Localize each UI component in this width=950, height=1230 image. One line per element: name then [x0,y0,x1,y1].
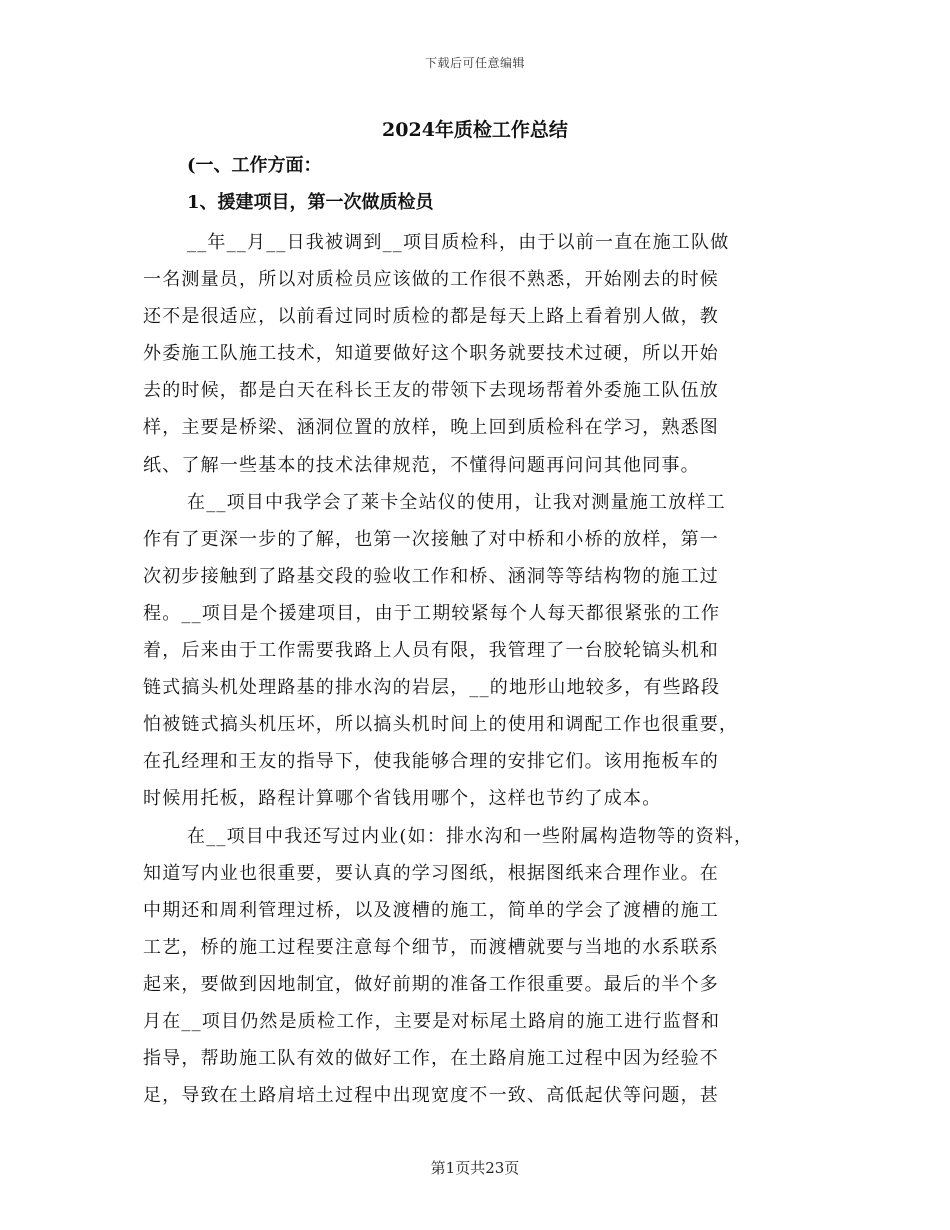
paragraph-line: 程。__项目是个援建项目，由于工期较紧每个人每天都很紧张的工作 [143,602,721,624]
subsection-heading: 1、援建项目，第一次做质检员 [187,192,434,213]
paragraph-line: 去的时候，都是白天在科长王友的带领下去现场帮着外委施工队伍放 [143,380,719,402]
paragraph-line: 怕被链式搞头机压坏，所以搞头机时间上的使用和调配工作也很重要， [143,714,739,736]
paragraph-line: 在孔经理和王友的指导下，使我能够合理的安排它们。该用拖板车的 [143,751,719,773]
paragraph-line: 足，导致在土路肩培土过程中出现宽度不一致、高低起伏等问题，甚 [143,1085,719,1107]
paragraph-line: 链式搞头机处理路基的排水沟的岩层，__的地形山地较多，有些路段 [143,677,721,699]
paragraph-line: 月在__项目仍然是质检工作，主要是对标尾土路肩的施工进行监督和 [143,1010,721,1032]
paragraph-line: 一名测量员，所以对质检员应该做的工作很不熟悉，开始刚去的时候 [143,269,719,291]
paragraph-line: 着，后来由于工作需要我路上人员有限，我管理了一台胶轮镐头机和 [143,640,719,662]
section-heading: (一、工作方面： [187,155,322,176]
paragraph-line: 次初步接触到了路基交段的验收工作和桥、涵洞等等结构物的施工过 [143,565,719,587]
paragraph-line: __年__月__日我被调到__项目质检科，由于以前一直在施工队做 [187,232,730,253]
paragraph-line: 纸、了解一些基本的技术法律规范，不懂得问题再问问其他同事。 [143,454,700,476]
paragraph-line: 在__项目中我还写过内业(如：排水沟和一些附属构造物等的资料， [187,825,754,847]
paragraph-line: 中期还和周利管理过桥，以及渡槽的施工，简单的学会了渡槽的施工 [143,899,719,921]
body-text [143,224,803,1114]
page-header: 下载后可任意编辑 [424,56,525,70]
paragraph-line: 指导，帮助施工队有效的做好工作，在土路肩施工过程中因为经验不 [143,1048,719,1070]
paragraph-line: 起来，要做到因地制宜，做好前期的准备工作很重要。最后的半个多 [143,973,719,995]
paragraph-line: 时候用托板，路程计算哪个省钱用哪个，这样也节约了成本。 [143,788,662,810]
paragraph-line: 工艺，桥的施工过程要注意每个细节，而渡槽就要与当地的水系联系 [143,936,719,958]
page-number: 第1页共23页 [430,1159,520,1177]
paragraph-line: 还不是很适应，以前看过同时质检的都是每天上路上看着别人做，教 [143,306,719,328]
paragraph-line: 外委施工队施工技术，知道要做好这个职务就要技术过硬，所以开始 [143,343,719,365]
paragraph-line: 样，主要是桥梁、涵洞位置的放样，晚上回到质检科在学习，熟悉图 [143,417,719,439]
paragraph-line: 作有了更深一步的了解，也第一次接触了对中桥和小桥的放样，第一 [143,528,719,550]
document-title: 2024年质检工作总结 [382,119,568,141]
paragraph-line: 知道写内业也很重要，要认真的学习图纸，根据图纸来合理作业。在 [143,862,719,884]
paragraph-line: 在__项目中我学会了莱卡全站仪的使用，让我对测量施工放样工 [187,491,726,513]
